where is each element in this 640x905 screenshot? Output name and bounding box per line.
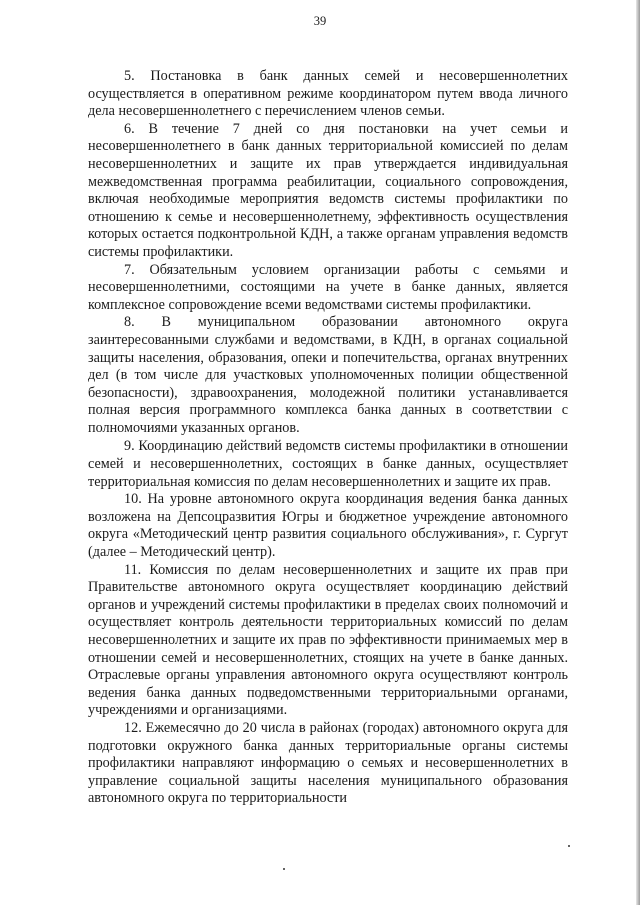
paragraph-12: 12. Ежемесячно до 20 числа в районах (городах) автономного округа для подготовки окружного банка данных территориальные органы системы профилактики направляют информацию о семьях и несовершеннолетних в управление социальной защиты населения муниципального образования автономного округа по территориальности (88, 719, 568, 807)
paragraph-9: 9. Координацию действий ведомств системы профилактики в отношении семей и несовершеннолетних, состоящих в банке данных, осуществляет территориальная комиссия по делам несовершеннолетних и защите их прав. (88, 438, 568, 490)
scan-speck (283, 868, 285, 870)
document-body (88, 68, 568, 808)
paragraph-11: 11. Комиссия по делам несовершеннолетних и защите их прав при Правительстве автономного округа осуществляет координацию действий органов и учреждений системы профилактики в пределах своих полномочий и осуществляет контроль деятельности территориальных комиссий по делам несовершеннолетних и защите их прав по эффективности принимаемых мер в отношении семей и несовершеннолетних, стоящих на учете в банке данных. Отраслевые органы управления автономного округа осуществляют контроль ведения банка данных подведомственными территориальными органами, учреждениями и организациями. (88, 561, 568, 719)
paragraph-7: 7. Обязательным условием организации работы с семьями и несовершеннолетними, состоящими на учете в банке данных, является комплексное сопровождение всеми ведомствами системы профилактики. (88, 261, 568, 313)
scan-edge (636, 0, 640, 905)
scan-speck (568, 845, 570, 847)
paragraph-6: 6. В течение 7 дней со дня постановки на учет семьи и несовершеннолетнего в банк данных территориальной комиссией по делам несовершеннолетних и защите их прав утверждается индивидуальная межведомственная программа реабилитации, социального сопровождения, включая необходимые мероприятия ведомств системы профилактики по отношению к семье и несовершеннолетнему, эффективность осуществления которых остается подконтрольной КДН, а также органам управления ведомств системы профилактики. (88, 120, 568, 260)
paragraph-5: 5. Постановка в банк данных семей и несовершеннолетних осуществляется в оперативном режиме координатором путем ввода личного дела несовершеннолетнего с перечислением членов семьи. (88, 68, 568, 120)
paragraph-10: 10. На уровне автономного округа координация ведения банка данных возложена на Депсоцразвития Югры и бюджетное учреждение автономного округа «Методический центр развития социального обслуживания», г. Сургут (далее – Методический центр). (88, 491, 568, 561)
paragraph-8: 8. В муниципальном образовании автономного округа заинтересованными службами и ведомствами, в КДН, в органах социальной защиты населения, образования, опеки и попечительства, органах внутренних дел (в том числе для участковых уполномоченных полиции общественной безопасности), здравоохранения, молодежной политики устанавливается полная версия программного комплекса банка данных в соответствии с полномочиями указанных органов. (88, 314, 568, 436)
page-number: 39 (313, 14, 327, 28)
